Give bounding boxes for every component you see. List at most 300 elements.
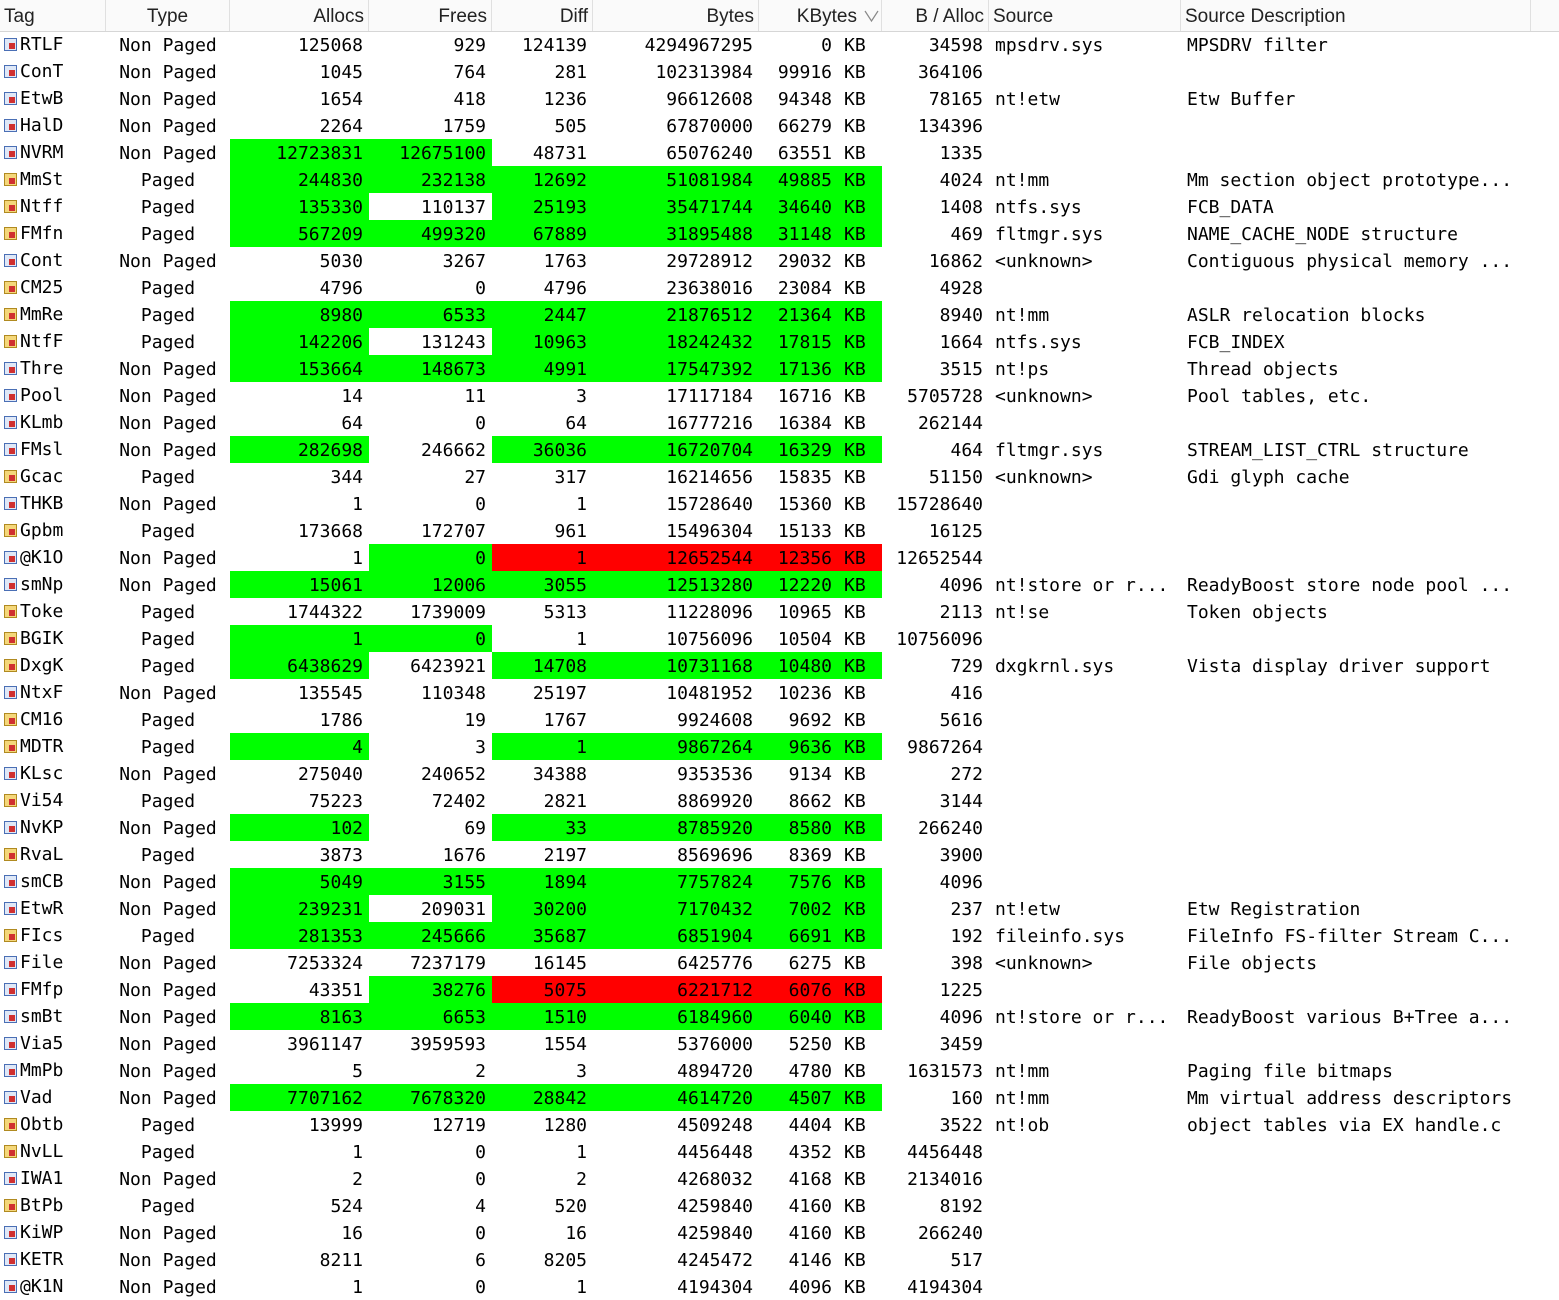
- frees-cell: 3155: [369, 868, 492, 895]
- diff-cell: 1554: [543, 1034, 587, 1055]
- kbytes-cell: 4160: [788, 1196, 832, 1217]
- frees-cell: 7678320: [369, 1084, 492, 1111]
- nonpaged-pool-icon: [4, 875, 17, 888]
- kbytes-cell: 12356: [759, 544, 838, 571]
- table-row[interactable]: [0, 1192, 1559, 1219]
- kbytes-cell: 4146: [788, 1250, 832, 1271]
- tag-cell: [0, 31, 106, 58]
- source-cell: mpsdrv.sys: [995, 35, 1104, 56]
- diff-cell: 317: [554, 467, 587, 488]
- source-cell: [989, 733, 1181, 760]
- allocs-cell: 16: [341, 1223, 363, 1244]
- table-row[interactable]: [0, 976, 1559, 1003]
- tag-label: ConT: [20, 61, 64, 82]
- kbytes-cell: 6076: [759, 976, 838, 1003]
- table-row[interactable]: [0, 301, 1559, 328]
- tag-cell: [0, 355, 106, 382]
- table-row[interactable]: [0, 112, 1559, 139]
- pool-tag-table: [0, 31, 1559, 1300]
- bytes-cell: 16214656: [666, 467, 753, 488]
- table-row[interactable]: [0, 544, 1559, 571]
- source-cell: ntfs.sys: [995, 332, 1082, 353]
- paged-pool-icon: [4, 524, 17, 537]
- allocs-cell: 5030: [319, 251, 363, 272]
- kbytes-cell: 15360: [777, 494, 832, 515]
- kbytes-unit-cell: KB: [844, 521, 866, 542]
- type-cell: Non Paged: [119, 1061, 217, 1082]
- table-row[interactable]: [0, 85, 1559, 112]
- tag-cell: [0, 868, 106, 895]
- frees-cell: 0: [475, 1142, 486, 1163]
- frees-cell: 27: [464, 467, 486, 488]
- kbytes-cell: 31148: [759, 220, 838, 247]
- source-cell: [989, 1273, 1181, 1300]
- paged-pool-icon: [4, 659, 17, 672]
- tag-label: smNp: [20, 574, 64, 595]
- tag-label: @K1O: [20, 547, 64, 568]
- table-row[interactable]: [0, 31, 1559, 58]
- tag-cell: [0, 274, 106, 301]
- frees-cell: 764: [453, 62, 486, 83]
- paged-pool-icon: [4, 1145, 17, 1158]
- paged-pool-icon: [4, 632, 17, 645]
- nonpaged-pool-icon: [4, 1226, 17, 1239]
- table-row[interactable]: [0, 220, 1559, 247]
- table-row[interactable]: [0, 1273, 1559, 1300]
- diff-cell: 16145: [532, 953, 587, 974]
- kbytes-unit-cell: KB: [838, 976, 882, 1003]
- source-cell: nt!ps: [995, 359, 1050, 380]
- source-cell: [989, 1030, 1181, 1057]
- nonpaged-pool-icon: [4, 1091, 17, 1104]
- tag-label: Vi54: [20, 790, 64, 811]
- bytes-cell: 16777216: [666, 413, 753, 434]
- balloc-cell: 517: [950, 1250, 983, 1271]
- table-row[interactable]: [0, 895, 1559, 922]
- type-cell: Paged: [140, 332, 196, 353]
- source-description-cell: ReadyBoost store node pool ...: [1187, 575, 1513, 596]
- allocs-cell: 3961147: [287, 1034, 363, 1055]
- type-cell: Non Paged: [119, 899, 217, 920]
- frees-cell: 11: [464, 386, 486, 407]
- bytes-cell: 16720704: [593, 436, 759, 463]
- tag-label: NvLL: [20, 1141, 64, 1162]
- nonpaged-pool-icon: [4, 983, 17, 996]
- source-description-cell: [1181, 679, 1531, 706]
- column-header-source-description[interactable]: [1181, 0, 1531, 31]
- source-cell: [989, 868, 1181, 895]
- frees-cell: 0: [475, 278, 486, 299]
- column-header-label: Allocs: [313, 6, 364, 27]
- source-description-cell: [1181, 787, 1531, 814]
- table-row[interactable]: [0, 1138, 1559, 1165]
- diff-cell: 1280: [543, 1115, 587, 1136]
- balloc-cell: 3515: [939, 359, 983, 380]
- allocs-cell: 244830: [230, 166, 369, 193]
- diff-cell: 2447: [492, 301, 593, 328]
- allocs-cell: 4: [230, 733, 369, 760]
- tag-cell: [0, 1273, 106, 1300]
- paged-pool-icon: [4, 848, 17, 861]
- source-description-cell: [1181, 112, 1531, 139]
- tag-cell: [0, 1165, 106, 1192]
- diff-cell: 3: [576, 386, 587, 407]
- column-header-balloc[interactable]: [882, 0, 989, 31]
- table-row[interactable]: [0, 328, 1559, 355]
- table-row[interactable]: [0, 463, 1559, 490]
- frees-cell: 72402: [431, 791, 486, 812]
- balloc-cell: 266240: [917, 1223, 983, 1244]
- table-row[interactable]: [0, 571, 1559, 598]
- column-header-bar: [0, 0, 1559, 32]
- nonpaged-pool-icon: [4, 389, 17, 402]
- type-cell: Non Paged: [119, 872, 217, 893]
- table-row[interactable]: [0, 490, 1559, 517]
- column-header-source[interactable]: [989, 0, 1181, 31]
- frees-cell: 1739009: [410, 602, 486, 623]
- bytes-cell: 7170432: [593, 895, 759, 922]
- kbytes-unit-cell: KB: [838, 436, 882, 463]
- table-row[interactable]: [0, 760, 1559, 787]
- balloc-cell: 416: [950, 683, 983, 704]
- nonpaged-pool-icon: [4, 578, 17, 591]
- table-row[interactable]: [0, 949, 1559, 976]
- balloc-cell: 4194304: [907, 1277, 983, 1298]
- kbytes-cell: 10504: [777, 629, 832, 650]
- tag-label: smBt: [20, 1006, 64, 1027]
- tag-cell: [0, 139, 106, 166]
- allocs-cell: 64: [341, 413, 363, 434]
- kbytes-unit-cell: KB: [844, 791, 866, 812]
- bytes-cell: 35471744: [593, 193, 759, 220]
- kbytes-unit-cell: KB: [844, 1142, 866, 1163]
- table-row[interactable]: [0, 1111, 1559, 1138]
- balloc-cell: 266240: [917, 818, 983, 839]
- table-row[interactable]: [0, 706, 1559, 733]
- bytes-cell: 7757824: [593, 868, 759, 895]
- balloc-cell: 1408: [939, 197, 983, 218]
- source-description-cell: Thread objects: [1187, 359, 1339, 380]
- source-cell: [989, 1246, 1181, 1273]
- table-row[interactable]: [0, 436, 1559, 463]
- source-cell: [989, 517, 1181, 544]
- table-row[interactable]: [0, 625, 1559, 652]
- type-cell: Paged: [140, 629, 196, 650]
- table-row[interactable]: [0, 598, 1559, 625]
- tag-label: RvaL: [20, 844, 64, 865]
- paged-pool-icon: [4, 470, 17, 483]
- column-header-kbytes[interactable]: [759, 0, 882, 31]
- balloc-cell: 5616: [939, 710, 983, 731]
- column-header-frees[interactable]: [369, 0, 492, 31]
- tag-cell: [0, 571, 106, 598]
- tag-label: CM16: [20, 709, 64, 730]
- table-row[interactable]: [0, 652, 1559, 679]
- table-row[interactable]: [0, 787, 1559, 814]
- source-cell: [989, 544, 1181, 571]
- kbytes-unit-cell: KB: [838, 355, 882, 382]
- frees-cell: 19: [464, 710, 486, 731]
- kbytes-unit-cell: KB: [844, 494, 866, 515]
- frees-cell: 0: [369, 544, 492, 571]
- type-cell: Non Paged: [119, 494, 217, 515]
- kbytes-unit-cell: KB: [844, 143, 866, 164]
- frees-cell: 172707: [420, 521, 486, 542]
- diff-cell: 2: [576, 1169, 587, 1190]
- column-header-type[interactable]: [106, 0, 230, 31]
- allocs-cell: 1: [352, 1142, 363, 1163]
- source-cell: nt!mm: [995, 170, 1050, 191]
- kbytes-unit-cell: KB: [844, 62, 866, 83]
- column-header-diff[interactable]: [492, 0, 593, 31]
- allocs-cell: 102: [230, 814, 369, 841]
- type-cell: Non Paged: [119, 440, 217, 461]
- source-description-cell: NAME_CACHE_NODE structure: [1187, 224, 1458, 245]
- kbytes-unit-cell: KB: [844, 1169, 866, 1190]
- table-row[interactable]: [0, 1165, 1559, 1192]
- nonpaged-pool-icon: [4, 1280, 17, 1293]
- tag-label: IWA1: [20, 1168, 64, 1189]
- frees-cell: 246662: [420, 440, 486, 461]
- source-description-cell: [1181, 868, 1531, 895]
- bytes-cell: 102313984: [655, 62, 753, 83]
- table-row[interactable]: [0, 1030, 1559, 1057]
- bytes-cell: 10481952: [666, 683, 753, 704]
- type-cell: Non Paged: [119, 980, 217, 1001]
- tag-label: CM25: [20, 277, 64, 298]
- allocs-cell: 125068: [297, 35, 363, 56]
- table-row[interactable]: [0, 355, 1559, 382]
- diff-cell: 1236: [543, 89, 587, 110]
- bytes-cell: 8785920: [593, 814, 759, 841]
- tag-label: Toke: [20, 601, 64, 622]
- tag-label: Gpbm: [20, 520, 64, 541]
- balloc-cell: 2113: [939, 602, 983, 623]
- column-header-bytes[interactable]: [593, 0, 759, 31]
- bytes-cell: 8869920: [677, 791, 753, 812]
- source-cell: [989, 409, 1181, 436]
- tag-cell: [0, 85, 106, 112]
- diff-cell: 28842: [492, 1084, 593, 1111]
- table-row[interactable]: [0, 1003, 1559, 1030]
- balloc-cell: 16125: [928, 521, 983, 542]
- balloc-cell: 469: [950, 224, 983, 245]
- balloc-cell: 8192: [939, 1196, 983, 1217]
- kbytes-cell: 9134: [788, 764, 832, 785]
- table-row[interactable]: [0, 1084, 1559, 1111]
- source-description-cell: [1181, 625, 1531, 652]
- type-cell: Paged: [140, 710, 196, 731]
- tag-label: NVRM: [20, 142, 64, 163]
- source-description-cell: Vista display driver support: [1187, 656, 1491, 677]
- balloc-cell: 10756096: [896, 629, 983, 650]
- source-description-cell: [1181, 733, 1531, 760]
- source-description-cell: [1181, 841, 1531, 868]
- paged-pool-icon: [4, 740, 17, 753]
- tag-label: NvKP: [20, 817, 64, 838]
- diff-cell: 67889: [492, 220, 593, 247]
- type-cell: Non Paged: [119, 548, 217, 569]
- tag-label: File: [20, 952, 64, 973]
- nonpaged-pool-icon: [4, 497, 17, 510]
- allocs-cell: 14: [341, 386, 363, 407]
- kbytes-cell: 34640: [759, 193, 838, 220]
- type-cell: Paged: [140, 926, 196, 947]
- kbytes-cell: 4507: [759, 1084, 838, 1111]
- source-description-cell: [1181, 1138, 1531, 1165]
- balloc-cell: 4096: [939, 575, 983, 596]
- nonpaged-pool-icon: [4, 902, 17, 915]
- kbytes-cell: 4404: [788, 1115, 832, 1136]
- balloc-cell: 3522: [939, 1115, 983, 1136]
- kbytes-unit-cell: KB: [844, 953, 866, 974]
- allocs-cell: 1045: [319, 62, 363, 83]
- allocs-cell: 5: [352, 1061, 363, 1082]
- kbytes-cell: 4352: [788, 1142, 832, 1163]
- allocs-cell: 173668: [297, 521, 363, 542]
- column-header-label: Source: [993, 6, 1054, 27]
- source-cell: [989, 814, 1181, 841]
- table-row[interactable]: [0, 1246, 1559, 1273]
- kbytes-cell: 9692: [788, 710, 832, 731]
- nonpaged-pool-icon: [4, 686, 17, 699]
- balloc-cell: 1631573: [907, 1061, 983, 1082]
- tag-cell: [0, 733, 106, 760]
- kbytes-unit-cell: KB: [844, 1196, 866, 1217]
- kbytes-cell: 4168: [788, 1169, 832, 1190]
- kbytes-cell: 0: [821, 35, 832, 56]
- tag-label: KLsc: [20, 763, 64, 784]
- diff-cell: 5075: [492, 976, 593, 1003]
- table-row[interactable]: [0, 382, 1559, 409]
- bytes-cell: 6425776: [677, 953, 753, 974]
- type-cell: Paged: [140, 656, 196, 677]
- table-row[interactable]: [0, 868, 1559, 895]
- type-cell: Paged: [140, 224, 196, 245]
- source-description-cell: FileInfo FS-filter Stream C...: [1187, 926, 1513, 947]
- source-cell: [989, 760, 1181, 787]
- table-row[interactable]: [0, 193, 1559, 220]
- allocs-cell: 15061: [230, 571, 369, 598]
- balloc-cell: 4096: [939, 1007, 983, 1028]
- bytes-cell: 9924608: [677, 710, 753, 731]
- tag-label: BGIK: [20, 628, 64, 649]
- frees-cell: 110348: [420, 683, 486, 704]
- frees-cell: 0: [475, 1277, 486, 1298]
- kbytes-cell: 8662: [788, 791, 832, 812]
- balloc-cell: 8940: [939, 305, 983, 326]
- diff-cell: 1: [576, 1142, 587, 1163]
- source-cell: dxgkrnl.sys: [995, 656, 1115, 677]
- bytes-cell: 15496304: [666, 521, 753, 542]
- type-cell: Non Paged: [119, 1007, 217, 1028]
- allocs-cell: 6438629: [230, 652, 369, 679]
- column-header-tag[interactable]: [0, 0, 106, 31]
- tag-cell: [0, 517, 106, 544]
- source-cell: [989, 1138, 1181, 1165]
- type-cell: Non Paged: [119, 1088, 217, 1109]
- table-row[interactable]: [0, 922, 1559, 949]
- diff-cell: 1: [492, 544, 593, 571]
- nonpaged-pool-icon: [4, 1253, 17, 1266]
- table-row[interactable]: [0, 166, 1559, 193]
- column-header-allocs[interactable]: [230, 0, 369, 31]
- tag-label: MmPb: [20, 1060, 64, 1081]
- balloc-cell: 464: [950, 440, 983, 461]
- table-row[interactable]: [0, 814, 1559, 841]
- diff-cell: 3055: [492, 571, 593, 598]
- type-cell: Non Paged: [119, 1277, 217, 1298]
- nonpaged-pool-icon: [4, 1010, 17, 1023]
- kbytes-cell: 15835: [777, 467, 832, 488]
- bytes-cell: 31895488: [593, 220, 759, 247]
- balloc-cell: 12652544: [896, 548, 983, 569]
- table-row[interactable]: [0, 517, 1559, 544]
- paged-pool-icon: [4, 173, 17, 186]
- source-description-cell: [1181, 58, 1531, 85]
- table-row[interactable]: [0, 733, 1559, 760]
- table-row[interactable]: [0, 409, 1559, 436]
- balloc-cell: 9867264: [907, 737, 983, 758]
- paged-pool-icon: [4, 794, 17, 807]
- paged-pool-icon: [4, 335, 17, 348]
- source-description-cell: [1181, 1273, 1531, 1300]
- bytes-cell: 4894720: [677, 1061, 753, 1082]
- type-cell: Non Paged: [119, 251, 217, 272]
- frees-cell: 209031: [420, 899, 486, 920]
- type-cell: Non Paged: [119, 1250, 217, 1271]
- bytes-cell: 15728640: [666, 494, 753, 515]
- nonpaged-pool-icon: [4, 767, 17, 780]
- kbytes-unit-cell: KB: [838, 571, 882, 598]
- table-row[interactable]: [0, 58, 1559, 85]
- tag-cell: [0, 382, 106, 409]
- source-description-cell: [1181, 1192, 1531, 1219]
- balloc-cell: 1225: [939, 980, 983, 1001]
- kbytes-unit-cell: KB: [838, 895, 882, 922]
- allocs-cell: 1: [352, 1277, 363, 1298]
- table-row[interactable]: [0, 274, 1559, 301]
- table-row[interactable]: [0, 841, 1559, 868]
- tag-cell: [0, 679, 106, 706]
- type-cell: Non Paged: [119, 818, 217, 839]
- bytes-cell: 6184960: [593, 1003, 759, 1030]
- kbytes-cell: 49885: [759, 166, 838, 193]
- tag-label: DxgK: [20, 655, 64, 676]
- tag-cell: [0, 544, 106, 571]
- type-cell: Non Paged: [119, 413, 217, 434]
- table-row[interactable]: [0, 1219, 1559, 1246]
- paged-pool-icon: [4, 713, 17, 726]
- table-row[interactable]: [0, 1057, 1559, 1084]
- column-header-label: Type: [146, 6, 189, 27]
- tag-label: HalD: [20, 115, 64, 136]
- diff-cell: 520: [554, 1196, 587, 1217]
- allocs-cell: 3873: [319, 845, 363, 866]
- table-row[interactable]: [0, 247, 1559, 274]
- balloc-cell: 3144: [939, 791, 983, 812]
- table-row[interactable]: [0, 139, 1559, 166]
- bytes-cell: 17117184: [666, 386, 753, 407]
- tag-cell: [0, 922, 106, 949]
- table-row[interactable]: [0, 679, 1559, 706]
- diff-cell: 14708: [492, 652, 593, 679]
- frees-cell: 38276: [369, 976, 492, 1003]
- source-cell: [989, 58, 1181, 85]
- source-description-cell: [1181, 490, 1531, 517]
- kbytes-unit-cell: KB: [838, 652, 882, 679]
- kbytes-cell: 6040: [759, 1003, 838, 1030]
